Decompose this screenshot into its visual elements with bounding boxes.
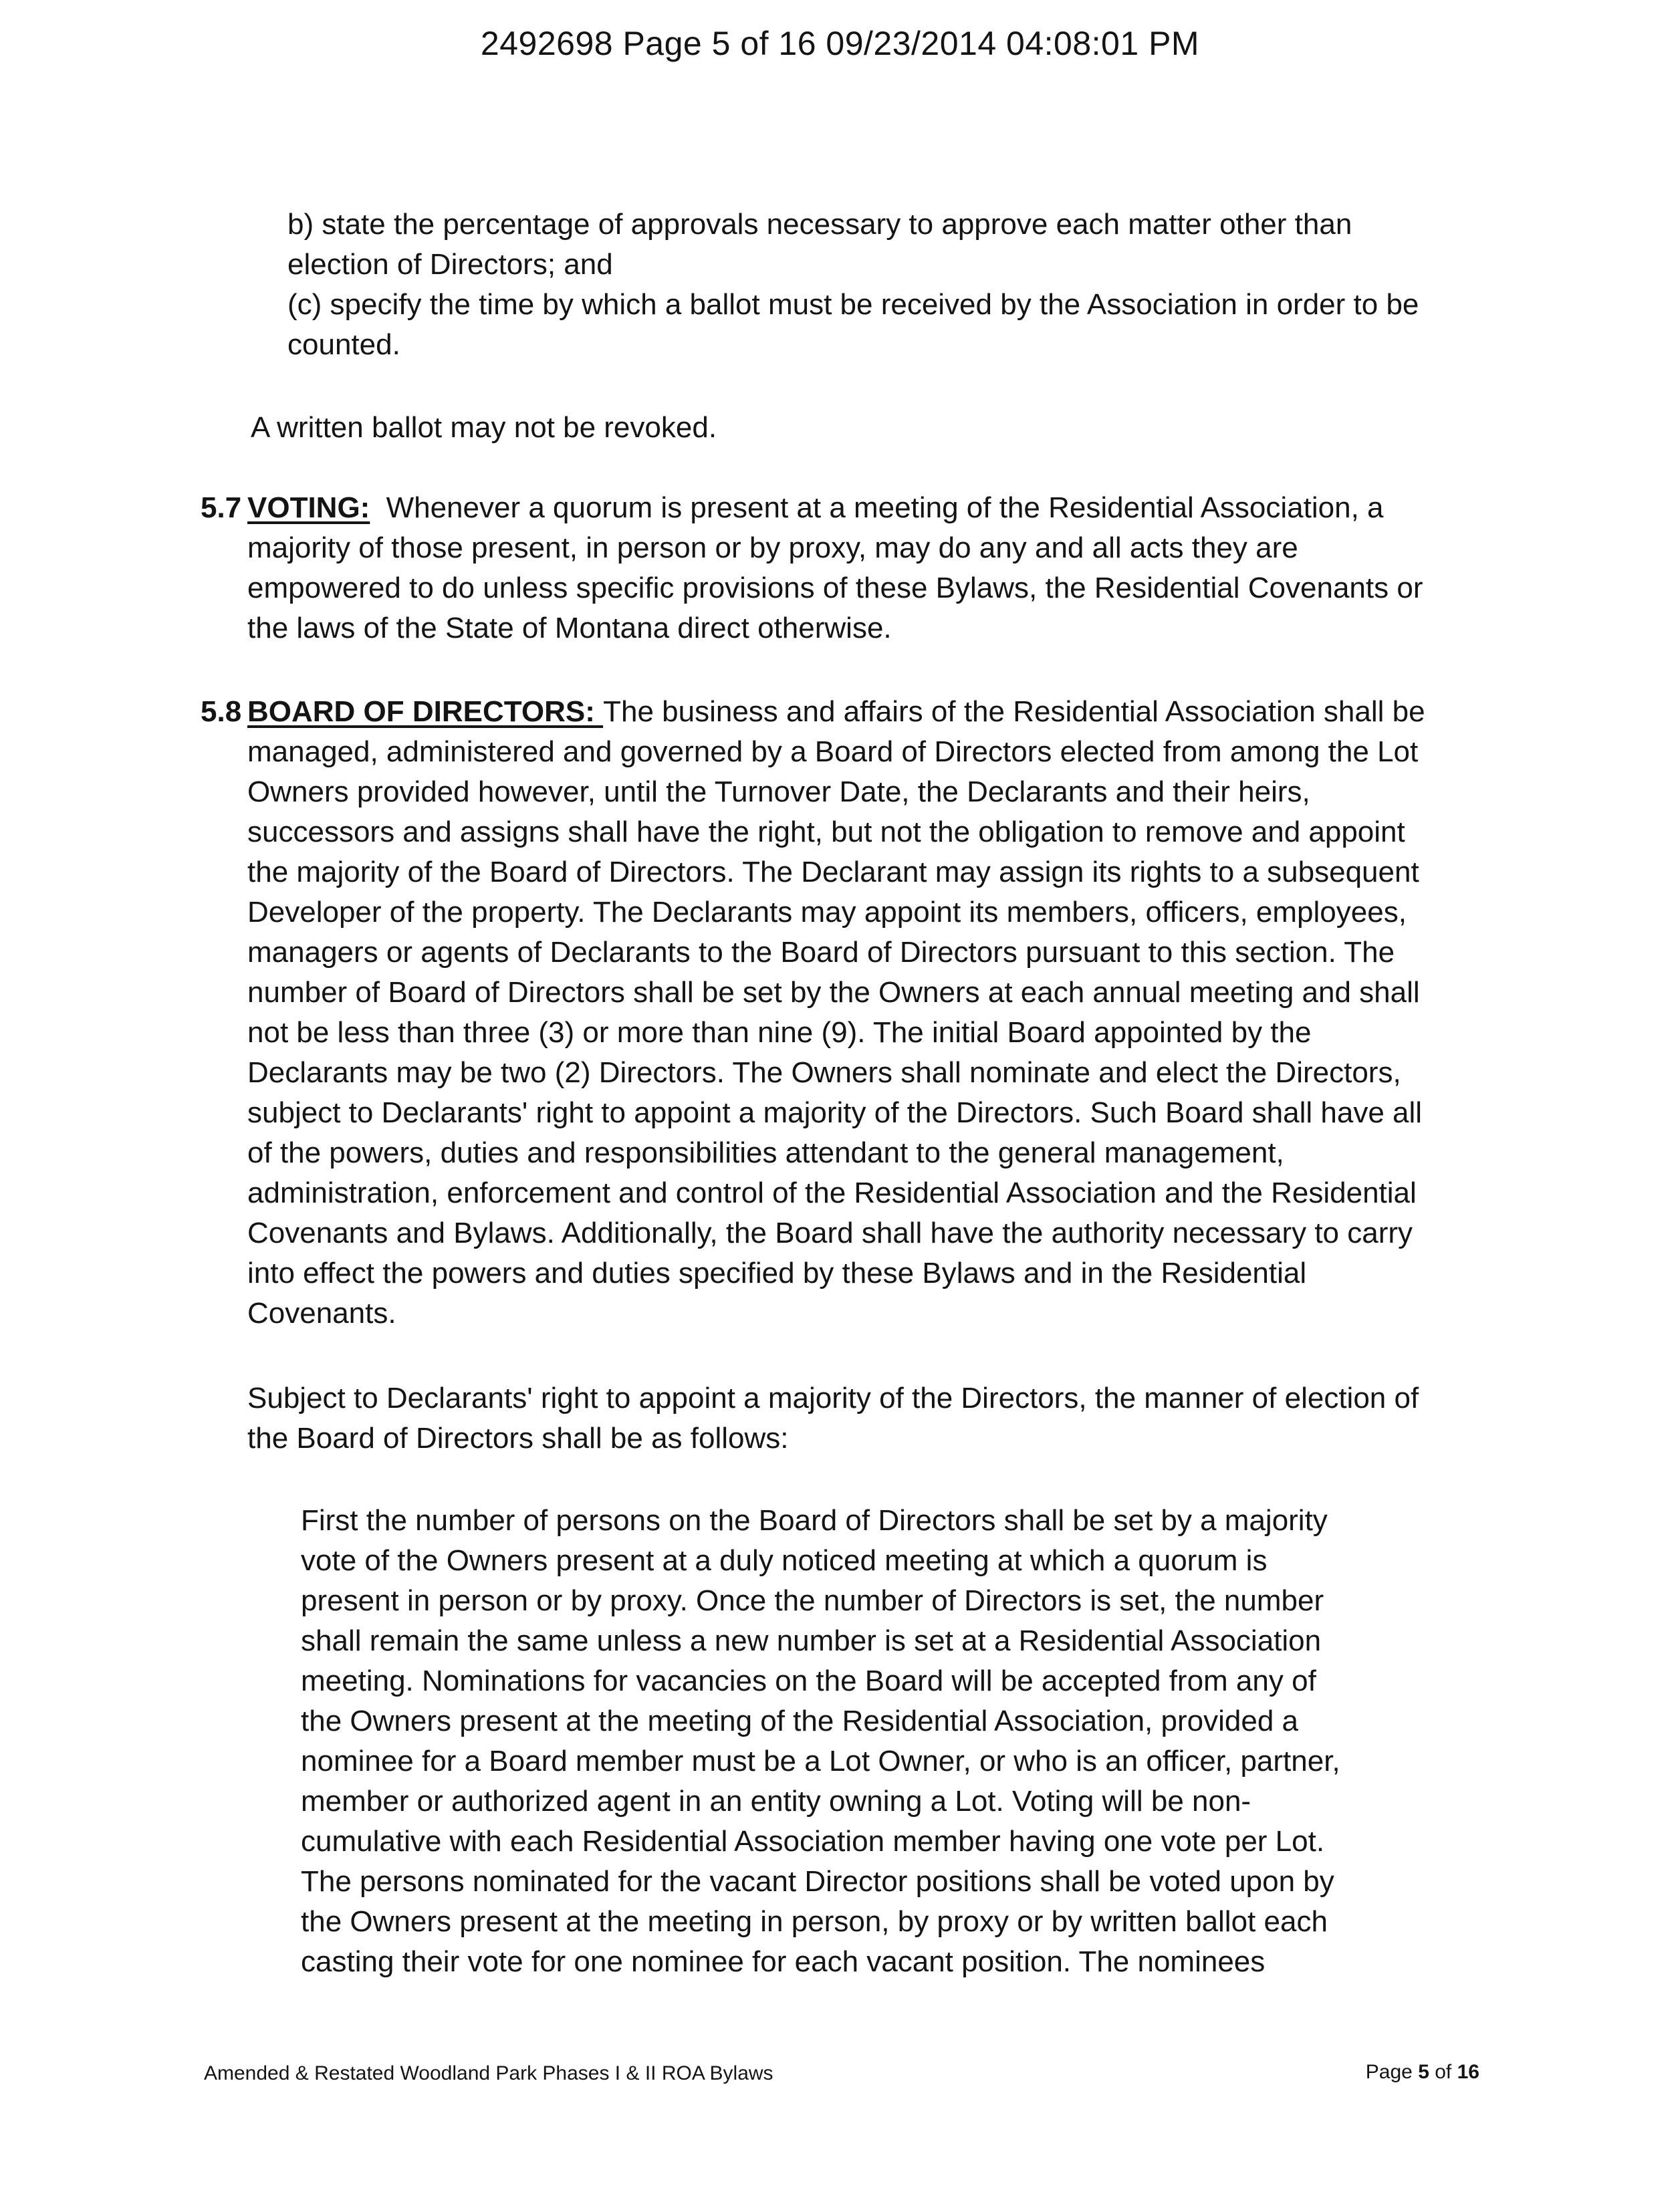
- section-line: managers or agents of Declarants to the Board of Directors pursuant to this section. The: [247, 936, 1395, 969]
- section-5-8: [201, 692, 1425, 1334]
- section-number: 5.7: [201, 491, 242, 524]
- election-detail-line: The persons nominated for the vacant Director positions shall be voted upon by: [301, 1865, 1334, 1898]
- election-detail-line: meeting. Nominations for vacancies on the Board will be accepted from any of: [301, 1665, 1316, 1697]
- election-intro-line: the Board of Directors shall be as follows:: [247, 1422, 789, 1455]
- section-line: number of Board of Directors shall be set by the Owners at each annual meeting and shall: [247, 976, 1420, 1009]
- election-detail: [301, 1501, 1340, 1982]
- ballot-item-line: counted.: [287, 328, 400, 361]
- election-detail-line: casting their vote for one nominee for each vacant position. The nominees: [301, 1945, 1266, 1978]
- election-intro-line: Subject to Declarants' right to appoint a majority of the Directors, the manner of election of: [247, 1382, 1419, 1415]
- election-detail-line: member or authorized agent in an entity owning a Lot. Voting will be non-: [301, 1785, 1251, 1818]
- section-line: majority of those present, in person or by proxy, may do any and all acts they are: [247, 531, 1298, 564]
- recording-stamp: 2492698 Page 5 of 16 09/23/2014 04:08:01 PM: [480, 25, 1200, 62]
- section-line: into effect the powers and duties specified by these Bylaws and in the Residential: [247, 1257, 1307, 1290]
- section-line: the majority of the Board of Directors. The Declarant may assign its rights to a subsequent: [247, 856, 1419, 888]
- section-line: the laws of the State of Montana direct otherwise.: [247, 612, 892, 644]
- footer-page-total: 16: [1457, 2061, 1479, 2083]
- footer-page-current: 5: [1418, 2061, 1429, 2083]
- section-heading: VOTING:: [247, 491, 370, 524]
- section-line: successors and assigns shall have the right, but not the obligation to remove and appoint: [247, 816, 1405, 848]
- ballot-item-line: election of Directors; and: [287, 248, 613, 281]
- section-line: administration, enforcement and control of the Residential Association and the Residential: [247, 1177, 1417, 1209]
- section-5-7: [201, 488, 1423, 648]
- section-line: Covenants and Bylaws. Additionally, the Board shall have the authority necessary to carry: [247, 1217, 1413, 1249]
- ballot-items: [287, 205, 1419, 365]
- election-detail-line: present in person or by proxy. Once the number of Directors is set, the number: [301, 1584, 1324, 1617]
- election-detail-line: First the number of persons on the Board of Directors shall be set by a majority: [301, 1504, 1328, 1537]
- section-line: managed, administered and governed by a Board of Directors elected from among the Lot: [247, 735, 1419, 768]
- section-line: Owners provided however, until the Turnover Date, the Declarants and their heirs,: [247, 775, 1310, 808]
- section-first-line: Whenever a quorum is present at a meeting of the Residential Association, a: [386, 491, 1384, 524]
- election-detail-line: vote of the Owners present at a duly noticed meeting at which a quorum is: [301, 1544, 1268, 1577]
- election-detail-line: the Owners present at the meeting in person, by proxy or by written ballot each: [301, 1905, 1328, 1938]
- section-line: Declarants may be two (2) Directors. The Owners shall nominate and elect the Directors,: [247, 1056, 1401, 1089]
- ballot-item-line: (c) specify the time by which a ballot must be received by the Association in order to be: [287, 288, 1419, 321]
- footer-page-of: of: [1435, 2061, 1452, 2083]
- election-detail-line: the Owners present at the meeting of the Residential Association, provided a: [301, 1705, 1298, 1737]
- section-line: Developer of the property. The Declarants may appoint its members, officers, employees,: [247, 896, 1407, 929]
- section-line: empowered to do unless specific provisions of these Bylaws, the Residential Covenants or: [247, 572, 1423, 604]
- election-detail-line: nominee for a Board member must be a Lot Owner, or who is an officer, partner,: [301, 1745, 1340, 1778]
- section-line: not be less than three (3) or more than nine (9). The initial Board appointed by the: [247, 1016, 1312, 1049]
- section-line: of the powers, duties and responsibilities attendant to the general management,: [247, 1136, 1284, 1169]
- section-heading: BOARD OF DIRECTORS:: [247, 695, 604, 728]
- section-line: subject to Declarants' right to appoint a majority of the Directors. Such Board shall have all: [247, 1096, 1423, 1129]
- footer-page-number: [1366, 2061, 1479, 2084]
- footer-document-title: Amended & Restated Woodland Park Phases I & II ROA Bylaws: [204, 2062, 773, 2084]
- election-detail-line: cumulative with each Residential Association member having one vote per Lot.: [301, 1825, 1325, 1858]
- section-line: Covenants.: [247, 1297, 396, 1330]
- section-number: 5.8: [201, 695, 242, 728]
- ballot-note: A written ballot may not be revoked.: [251, 411, 717, 444]
- election-intro: [247, 1378, 1419, 1459]
- footer-page-word: Page: [1365, 2061, 1413, 2083]
- ballot-item-line: b) state the percentage of approvals necessary to approve each matter other than: [287, 208, 1352, 241]
- section-first-line: The business and affairs of the Residential Association shall be: [603, 695, 1425, 728]
- election-detail-line: shall remain the same unless a new number is set at a Residential Association: [301, 1624, 1322, 1657]
